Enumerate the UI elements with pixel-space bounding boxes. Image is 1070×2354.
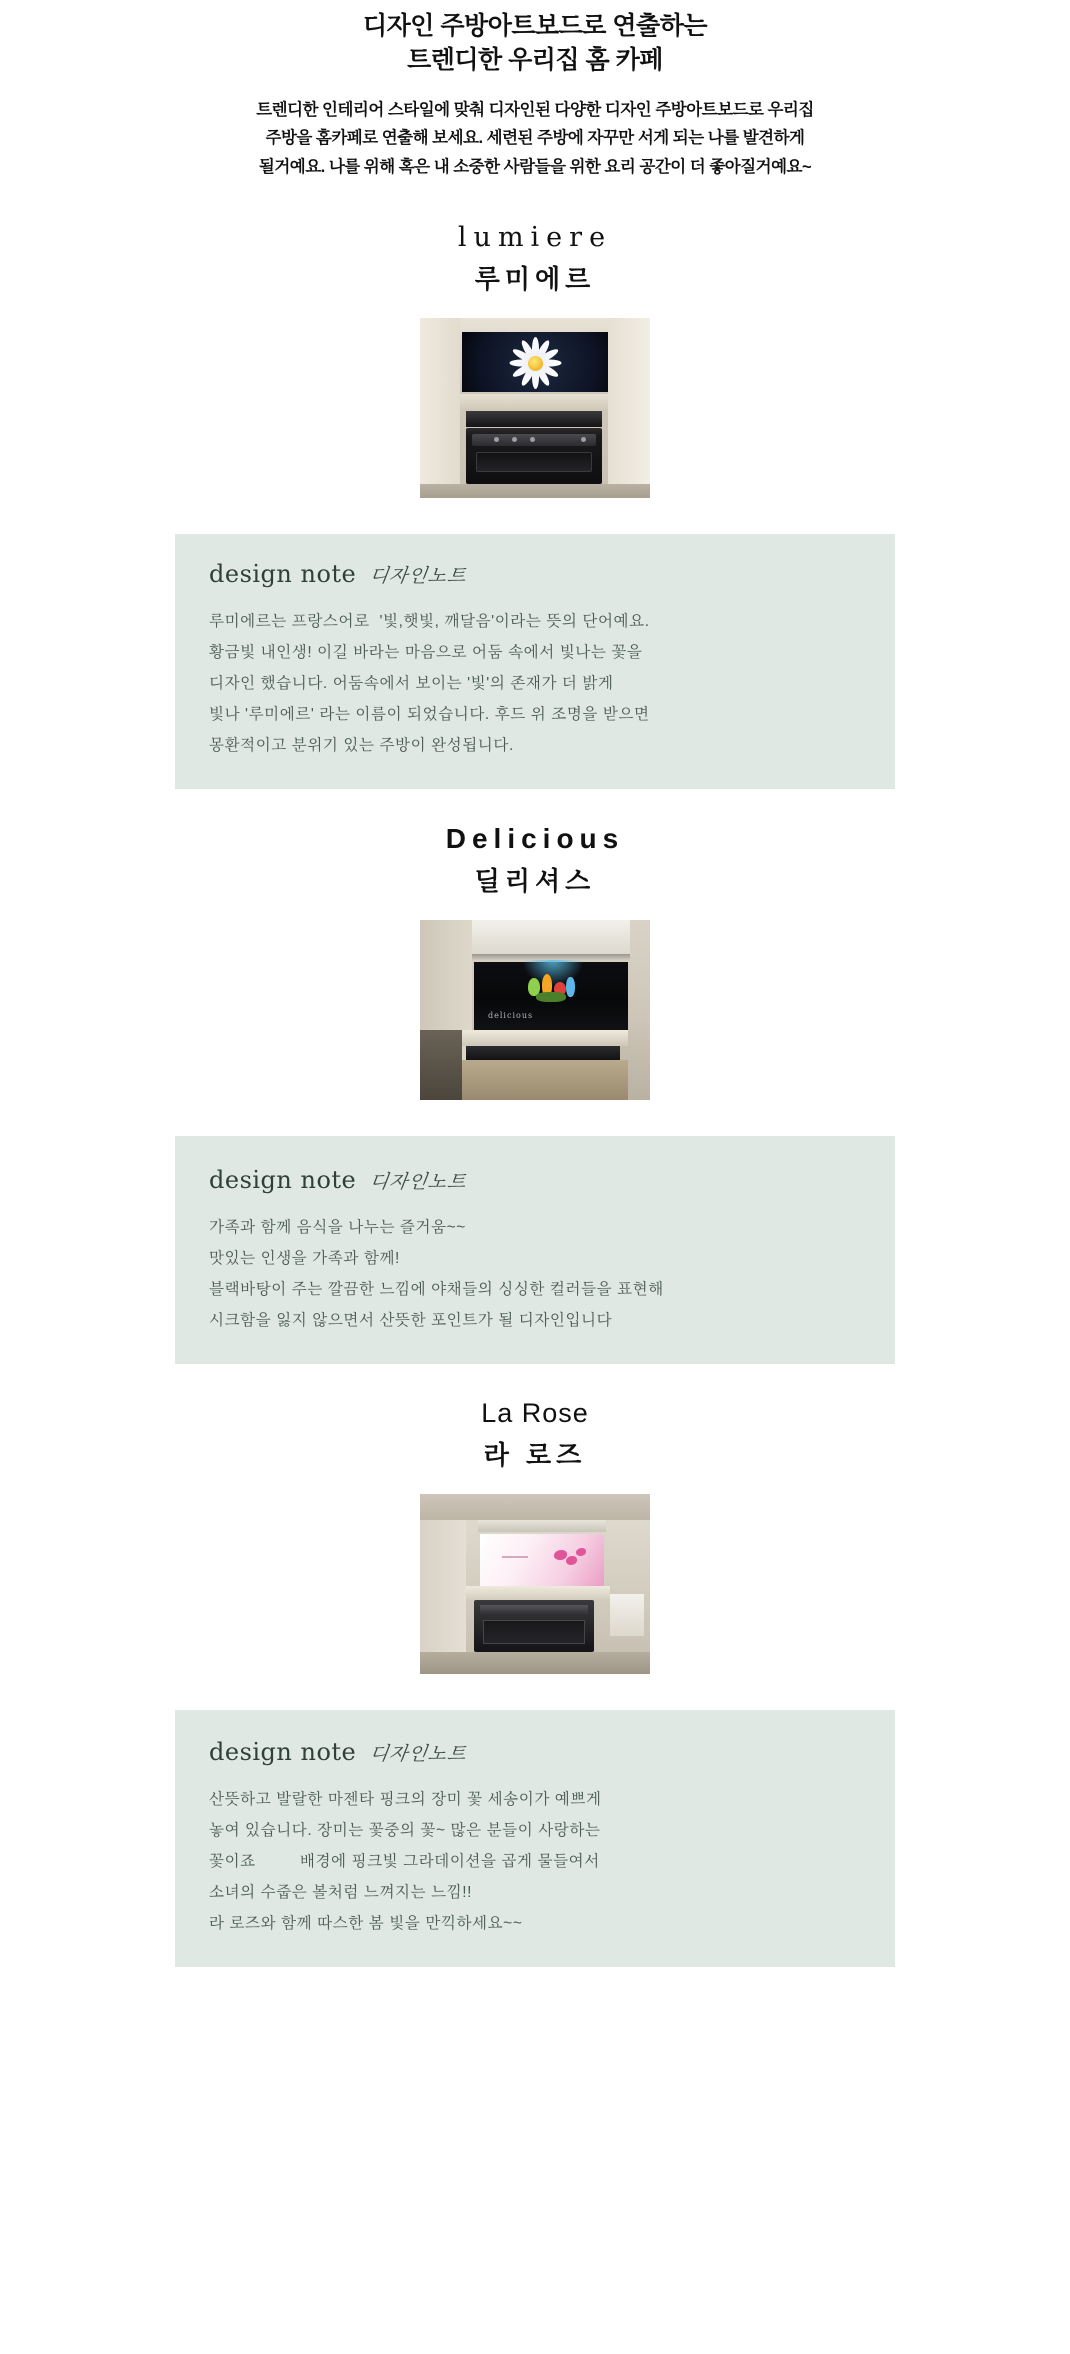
photo-towel: [610, 1594, 644, 1636]
vegetable-icon: [536, 992, 566, 1002]
photo-floor: [420, 484, 650, 498]
photo-countertop: [460, 1030, 628, 1046]
rose-flower-icon: [554, 1550, 567, 1560]
design-note-body: [209, 1212, 861, 1336]
photo-oven-glass: [476, 452, 592, 472]
intro-paragraph: [135, 96, 935, 183]
photo-cooktop: [466, 1046, 620, 1060]
photo-dark-foreground: [420, 1030, 462, 1100]
design-note-line: 소녀의 수줍은 볼처럼 느껴지는 느낌!!: [209, 1884, 473, 1902]
product-photo-delicious: [420, 920, 650, 1100]
design-note-label-en: design note: [209, 560, 357, 589]
design-note-line: 라 로즈와 함께 따스한 봄 빛을 만끽하세요~~: [209, 1915, 523, 1933]
product-title-ko: 딜리셔스: [474, 866, 596, 897]
photo-artboard: [474, 962, 628, 1030]
photo-cooktop: [466, 411, 602, 427]
design-note-line: 시크함을 잃지 않으면서 산뜻한 포인트가 될 디자인입니다: [209, 1312, 613, 1330]
product-section-la-rose: [0, 1398, 1070, 1967]
photo-oven-glass: [483, 1620, 585, 1644]
design-note-la-rose: [175, 1710, 895, 1967]
design-note-header: [209, 1166, 861, 1194]
design-note-line: 꽃이죠 배경에 핑크빛 그라데이션을 곱게 물들여서: [209, 1853, 600, 1871]
artboard-script-text: [502, 1556, 528, 1558]
photo-oven: [466, 428, 602, 484]
product-section-delicious: [0, 823, 1070, 1364]
design-note-line: 가족과 함께 음식을 나누는 즐거움~~: [209, 1219, 466, 1237]
product-title-en: Delicious: [445, 823, 625, 855]
photo-artboard: [480, 1534, 604, 1586]
design-note-line: 황금빛 내인생! 이길 바라는 마음으로 어둠 속에서 빛나는 꽃을: [209, 644, 643, 662]
design-note-line: 맛있는 인생을 가족과 함께!: [209, 1250, 400, 1268]
product-title-en: La Rose: [481, 1398, 589, 1429]
photo-cabinet-right: [608, 318, 650, 498]
design-note-delicious: [175, 1136, 895, 1364]
photo-range-hood: [478, 1520, 606, 1532]
design-note-line: 산뜻하고 발랄한 마젠타 핑크의 장미 꽃 세송이가 예쁘게: [209, 1791, 602, 1809]
photo-artboard: [462, 332, 608, 392]
design-note-line: 몽환적이고 분위기 있는 주방이 완성됩니다.: [209, 737, 514, 755]
design-note-line: 디자인 했습니다. 어둠속에서 보이는 '빛'의 존재가 더 밝게: [209, 675, 614, 693]
daisy-center: [528, 356, 543, 371]
intro-line-3: 될거예요. 나를 위해 혹은 내 소중한 사람들을 위한 요리 공간이 더 좋아질거예요~: [258, 158, 812, 177]
design-note-line: 빛나 '루미에르' 라는 이름이 되었습니다. 후드 위 조명을 받으면: [209, 706, 650, 724]
design-note-label-en: design note: [209, 1166, 357, 1195]
design-note-lumiere: [175, 534, 895, 789]
product-title-ko: 루미에르: [474, 264, 596, 295]
design-note-header: [209, 560, 861, 588]
photo-oven-panel: [480, 1605, 588, 1615]
photo-oven: [474, 1600, 594, 1652]
page-title-line-1: 디자인 주방아트보드로 연출하는: [363, 12, 707, 40]
rose-flower-icon: [566, 1556, 577, 1565]
product-photo-la-rose: [420, 1494, 650, 1674]
rose-flower-icon: [576, 1548, 586, 1556]
intro-line-2: 주방을 홈카페로 연출해 보세요. 세련된 주방에 자꾸만 서게 되는 나를 발견하게: [265, 129, 805, 148]
design-note-body: [209, 606, 861, 761]
photo-cabinet-left: [420, 318, 460, 498]
design-note-label-ko: 디자인노트: [368, 1744, 469, 1766]
design-note-label-en: design note: [209, 1738, 357, 1767]
intro-line-1: 트렌디한 인테리어 스타일에 맞춰 디자인된 다양한 디자인 주방아트보드로 우리집: [256, 100, 814, 119]
design-note-body: [209, 1784, 861, 1939]
design-note-line: 놓여 있습니다. 장미는 꽃중의 꽃~ 많은 분들이 사랑하는: [209, 1822, 601, 1840]
page-title-line-2: 트렌디한 우리집 홈 카페: [407, 45, 663, 74]
design-note-label-ko: 디자인노트: [368, 1172, 469, 1194]
product-section-lumiere: [0, 222, 1070, 789]
product-photo-wrap: [0, 1494, 1070, 1674]
photo-floor: [420, 1652, 650, 1674]
design-note-line: 블랙바탕이 주는 깔끔한 느낌에 야채들의 싱싱한 컬러들을 표현해: [209, 1281, 664, 1299]
photo-wall-left: [420, 1520, 466, 1652]
photo-countertop: [466, 1586, 610, 1600]
photo-range-hood: [472, 920, 630, 956]
photo-lower-cabinet: [460, 1060, 628, 1100]
product-photo-wrap: [0, 318, 1070, 498]
design-note-line: 루미에르는 프랑스어로 '빛,햇빛, 깨달음'이라는 뜻의 단어예요.: [209, 613, 650, 631]
design-note-label-ko: 디자인노트: [368, 566, 469, 588]
product-photo-lumiere: [420, 318, 650, 498]
page-title: [0, 10, 1070, 78]
product-title-ko: 라 로즈: [483, 1440, 587, 1471]
vegetable-icon: [566, 977, 575, 997]
product-title-en: lumiere: [457, 222, 613, 254]
artboard-script-text: delicious: [488, 1011, 534, 1021]
photo-upper-shelf: [420, 1494, 650, 1520]
design-note-header: [209, 1738, 861, 1766]
photo-countertop: [460, 394, 608, 411]
product-photo-wrap: [0, 920, 1070, 1100]
daisy-flower-icon: [502, 338, 568, 388]
